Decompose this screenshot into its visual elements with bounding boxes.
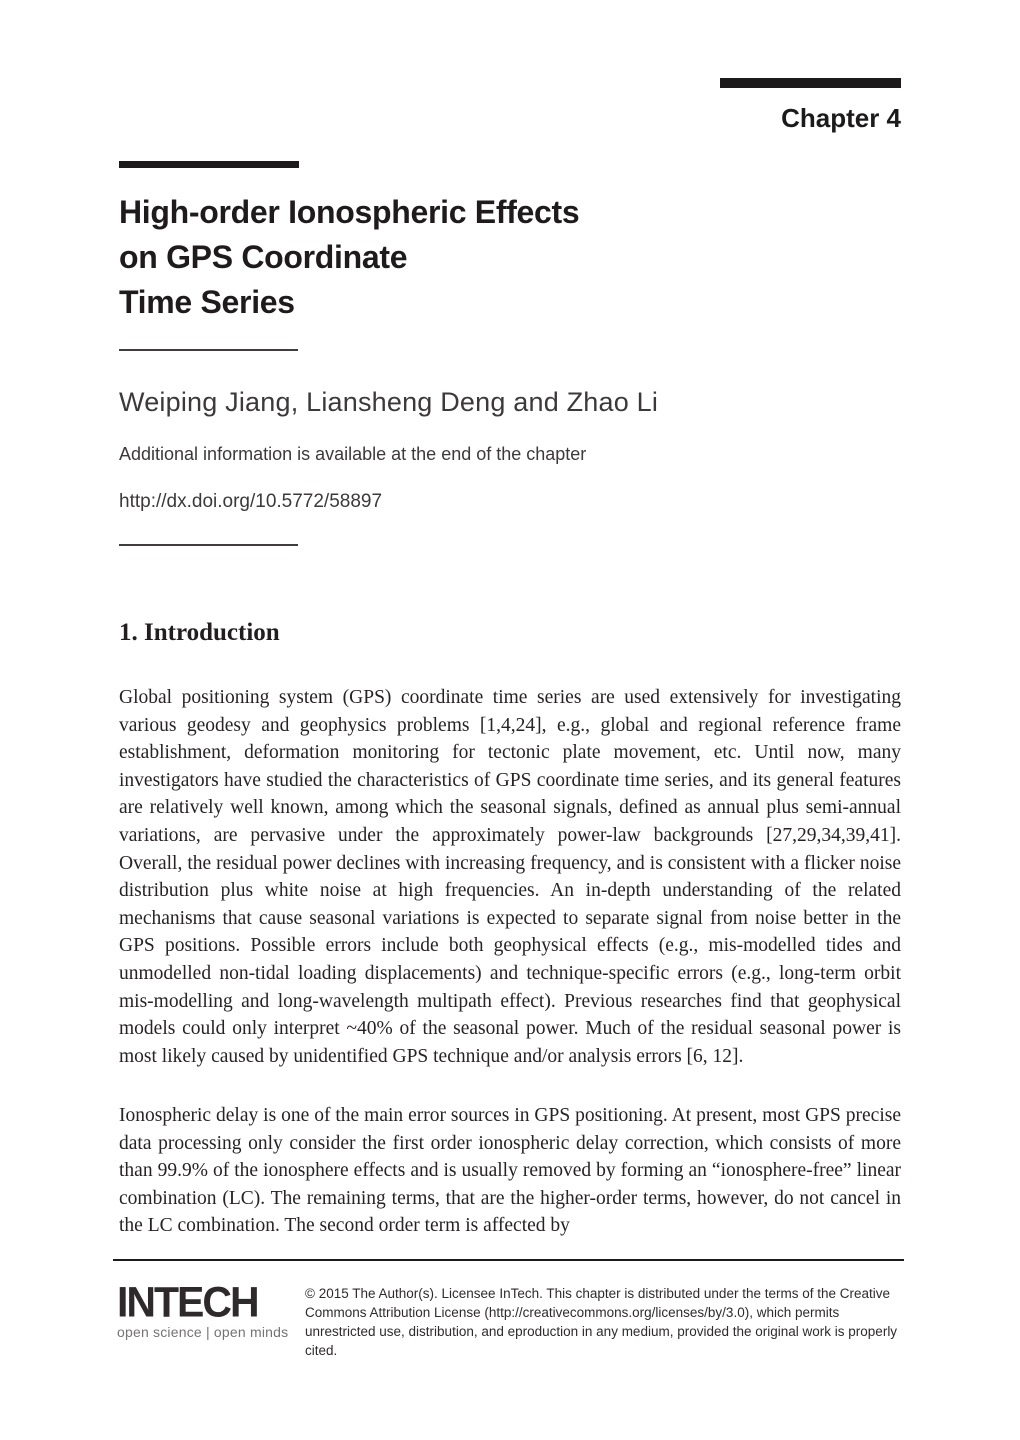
page-title-line-1: High-order Ionospheric Effects — [119, 194, 580, 230]
page-title — [119, 190, 759, 325]
section-heading-introduction: 1. Introduction — [119, 619, 280, 646]
intech-logo-wordmark: INTECH — [117, 1277, 258, 1327]
intro-paragraph-2: Ionospheric delay is one of the main error sources in GPS positioning. At present, most GPS precise data processing only consider the first order ionospheric delay correction, which consists of more than 99.9% of the ionosphere effects and is usually removed by forming an “ionosphere-free” linear combination (LC). The remaining terms, that are the higher-order terms, however, do not cancel in the LC combination. The second order term is affected by — [119, 1105, 901, 1237]
license-statement: © 2015 The Author(s). Licensee InTech. This chapter is distributed under the terms of the Creative Commons Attribution License (http://creativecommons.org/licenses/by/3.0), which permits unrestricted use, distribution, and eproduction in any medium, provided the original work is properly cited. — [305, 1286, 898, 1358]
authors-line: Weiping Jiang, Liansheng Deng and Zhao Li — [119, 387, 659, 417]
author-block-bottom-rule — [119, 544, 298, 546]
chapter-number-label: Chapter 4 — [781, 103, 901, 133]
intech-logo — [117, 1277, 307, 1340]
page-title-line-3: Time Series — [119, 284, 295, 320]
chapter-header-rule — [720, 78, 901, 88]
author-block-top-rule — [119, 349, 298, 351]
doi-link[interactable]: http://dx.doi.org/10.5772/58897 — [119, 491, 383, 512]
additional-info-note: Additional information is available at the end of the chapter — [119, 444, 587, 464]
footer-rule — [113, 1259, 904, 1261]
title-rule — [119, 161, 299, 168]
intech-logo-tagline: open science | open minds — [117, 1324, 289, 1340]
page-title-line-2: on GPS Coordinate — [119, 239, 408, 275]
intro-paragraph-1: Global positioning system (GPS) coordinate time series are used extensively for investigating various geodesy and geophysics problems [1,4,24], e.g., global and regional reference frame establishment, deformation monitoring for tectonic plate movement, etc. Until now, many investigators have studied the characteristics of GPS coordinate time series, and its general features are relatively well known, among which the seasonal signals, defined as annual plus semi-annual variations, are pervasive under the approximately power-law backgrounds [27,29,34,39,41]. Overall, the residual power declines with increasing frequency, and is consistent with a flicker noise distribution plus white noise at high frequencies. An in-depth understanding of the related mechanisms that cause seasonal variations is expected to separate signal from noise better in the GPS positions. Possible errors include both geophysical effects (e.g., mis-modelled tides and unmodelled non-tidal loading displacements) and technique-specific errors (e.g., long-term orbit mis-modelling and long-wavelength multipath effect). Previous researches find that geophysical models could only interpret ~40% of the seasonal power. Much of the residual seasonal power is most likely caused by unidentified GPS technique and/or analysis errors [6, 12]. — [119, 687, 901, 1067]
